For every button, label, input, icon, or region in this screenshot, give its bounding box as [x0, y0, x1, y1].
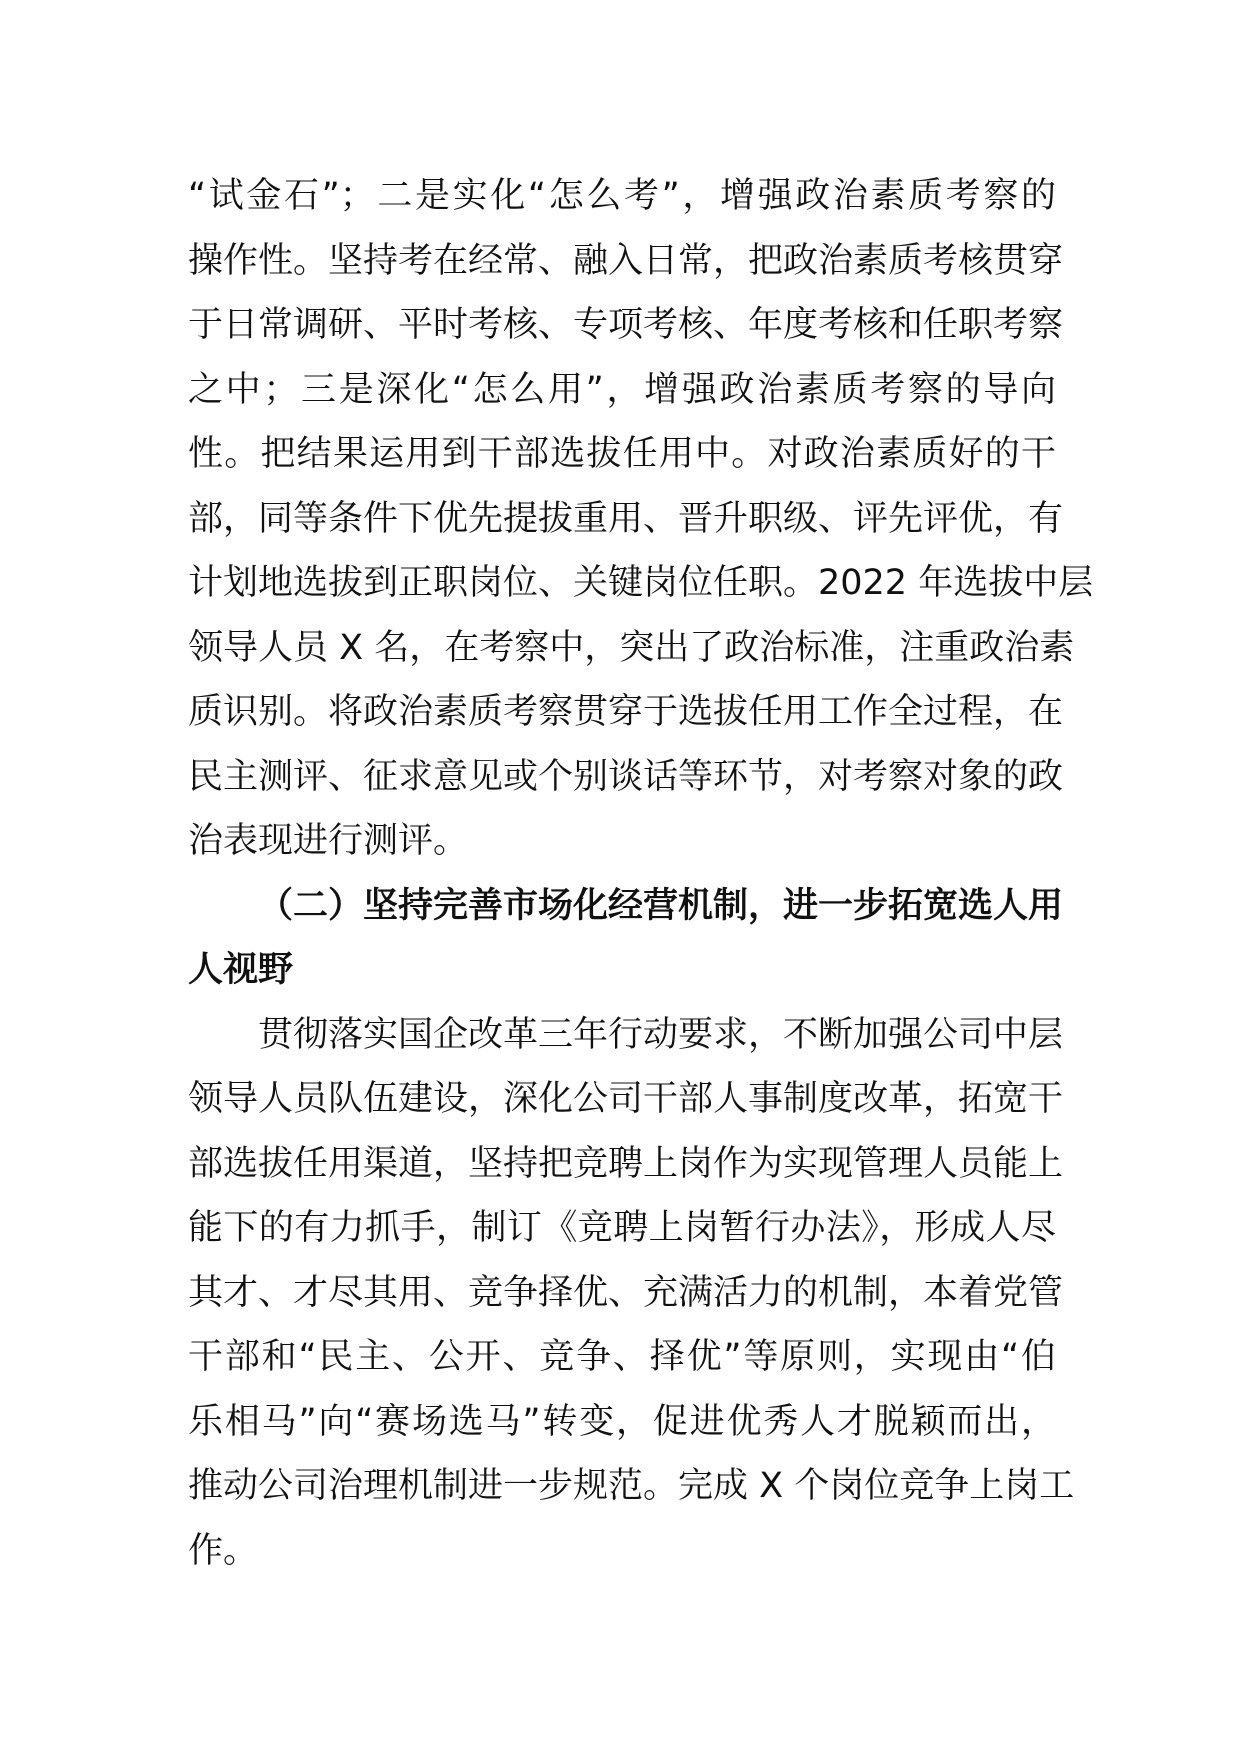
- text-line: 贯彻落实国企改革三年行动要求，不断加强公司中层: [258, 1014, 1064, 1055]
- text-line: 性。把结果运用到干部选拔任用中。对政治素质好的干: [188, 434, 1056, 474]
- text-line: “试金石”；二是实化“怎么考”，增强政治素质考察的: [188, 176, 1056, 216]
- text-line: 于日常调研、平时考核、专项考核、年度考核和任职考察: [188, 305, 1064, 345]
- text-line: 干部和“民主、公开、竞争、择优”等原则，实现由“伯: [188, 1337, 1056, 1377]
- paragraph-political-quality: [188, 164, 1094, 874]
- text-line: 推动公司治理机制进一步规范。完成 X 个岗位竞争上岗工: [188, 1466, 1075, 1506]
- text-line: 部，同等条件下优先提拔重用、晋升职级、评先评优，有: [188, 498, 1064, 539]
- text-line: 作。: [188, 1530, 259, 1571]
- text-line: 之中；三是深化“怎么用”，增强政治素质考察的导向: [188, 369, 1056, 410]
- text-line: 操作性。坚持考在经常、融入日常，把政治素质考核贯穿: [188, 240, 1064, 281]
- heading-line: （二）坚持完善市场化经营机制，进一步拓宽选人用: [258, 885, 1064, 926]
- text-line: 领导人员 X 名，在考察中，突出了政治标准，注重政治素: [188, 627, 1075, 668]
- text-line: 能下的有力抓手，制订《竞聘上岗暂行办法》，形成人尽: [188, 1208, 1056, 1248]
- text-line: 其才、才尽其用、竞争择优、充满活力的机制，本着党管: [188, 1272, 1064, 1313]
- text-line: 领导人员队伍建设，深化公司干部人事制度改革，拓宽干: [188, 1079, 1064, 1119]
- text-line: 部选拔任用渠道，坚持把竞聘上岗作为实现管理人员能上: [188, 1143, 1064, 1184]
- text-line: 治表现进行测评。: [188, 821, 469, 861]
- section-heading-2: [188, 874, 1064, 1003]
- text-line: 民主测评、征求意见或个别谈话等环节，对考察对象的政: [188, 756, 1064, 797]
- document-body: [188, 164, 1094, 1583]
- text-line: 质识别。将政治素质考察贯穿于选拔任用工作全过程，在: [188, 692, 1064, 732]
- text-line: 计划地选拔到正职岗位、关键岗位任职。2022 年选拔中层: [188, 563, 1094, 603]
- text-line: 乐相马”向“赛场选马”转变，促进优秀人才脱颖而出，: [188, 1401, 1056, 1442]
- paragraph-market-mechanism: [188, 1003, 1075, 1584]
- heading-line: 人视野: [188, 950, 294, 990]
